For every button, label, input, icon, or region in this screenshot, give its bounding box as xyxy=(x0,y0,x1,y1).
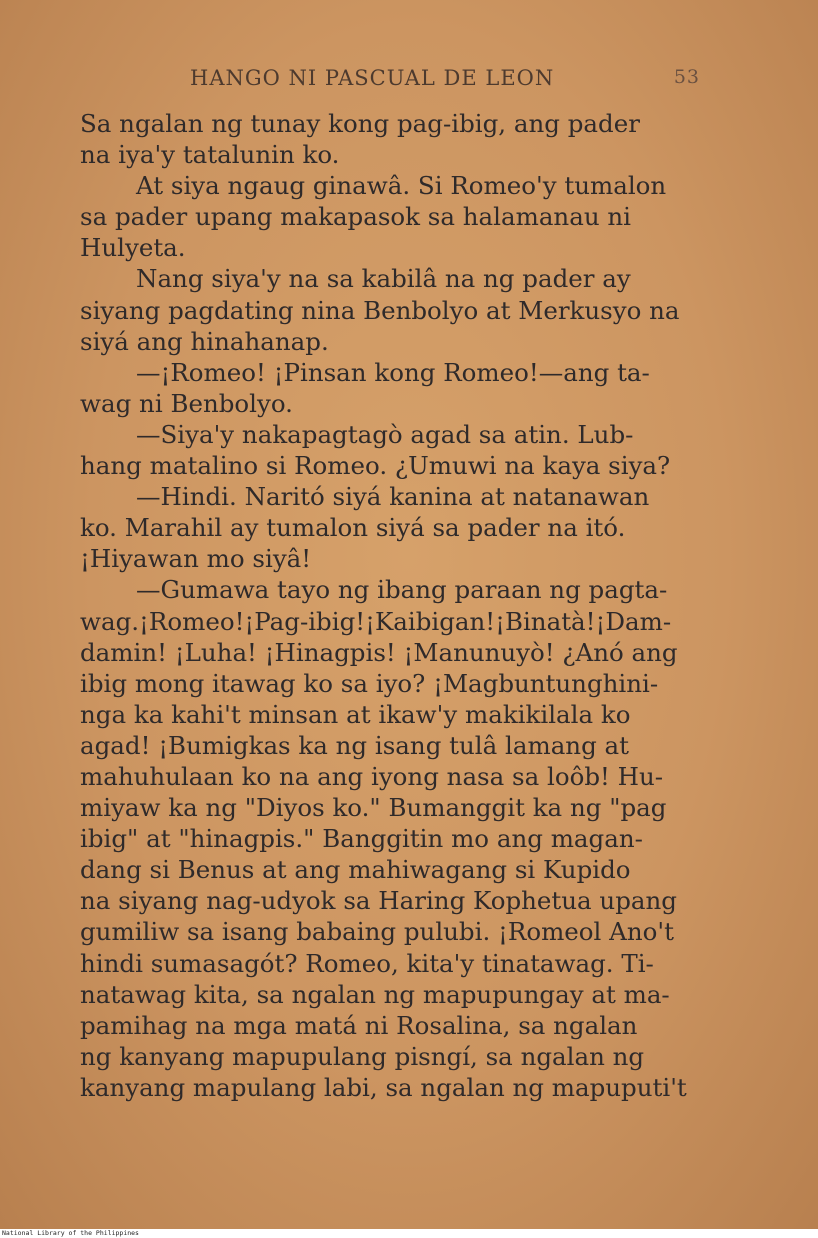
text-line: ¡Hiyawan mo siyâ! xyxy=(80,544,312,574)
running-head: HANGO NI PASCUAL DE LEON xyxy=(190,66,555,90)
text-line: kanyang mapulang labi, sa ngalan ng mapuputi't xyxy=(80,1072,687,1102)
text-line: ko. Marahil ay tumalon siyá sa pader na itó. xyxy=(80,513,626,543)
text-line: sa pader upang makapasok sa halamanau ni xyxy=(80,202,631,232)
text-line: na iya'y tatalunin ko. xyxy=(80,140,340,170)
text-line: hang matalino si Romeo. ¿Umuwi na kaya siya? xyxy=(80,451,671,481)
text-line: —¡Romeo! ¡Pinsan kong Romeo!—ang ta- xyxy=(136,357,650,387)
page-number: 53 xyxy=(673,66,700,88)
page-header xyxy=(190,66,700,96)
text-line: gumiliw sa isang babaing pulubi. ¡Romeol Ano't xyxy=(80,917,674,947)
text-line: At siya ngaug ginawâ. Si Romeo'y tumalon xyxy=(136,171,667,201)
text-line: natawag kita, sa ngalan ng mapupungay at ma- xyxy=(80,979,670,1009)
library-credit: National Library of the Philippines xyxy=(2,1229,139,1237)
text-line: pamihag na mga matá ni Rosalina, sa ngalan xyxy=(80,1010,638,1040)
body-text xyxy=(80,108,700,1103)
text-line: ng kanyang mapupulang pisngí, sa ngalan ng xyxy=(80,1041,645,1071)
text-line: Sa ngalan ng tunay kong pag-ibig, ang pader xyxy=(80,109,640,138)
text-line: siyang pagdating nina Benbolyo at Merkusyo na xyxy=(80,295,680,325)
text-line: hindi sumasagót? Romeo, kita'y tinatawag. Ti- xyxy=(80,948,654,978)
text-line: Nang siya'y na sa kabilâ na ng pader ay xyxy=(136,264,631,294)
text-line: Hulyeta. xyxy=(80,233,186,263)
text-line: —Siya'y nakapagtagò agad sa atin. Lub- xyxy=(136,419,634,449)
text-line: —Hindi. Naritó siyá kanina at natanawan xyxy=(136,482,650,512)
text-line: wag ni Benbolyo. xyxy=(80,388,293,418)
text-line: agad! ¡Bumigkas ka ng isang tulâ lamang at xyxy=(80,730,630,760)
text-line: ibig mong itawag ko sa iyo? ¡Magbuntunghini- xyxy=(80,668,659,698)
text-line: damin! ¡Luha! ¡Hinagpis! ¡Manunuyò! ¿Anó ang xyxy=(80,637,678,667)
text-line: —Gumawa tayo ng ibang paraan ng pagta- xyxy=(136,575,668,605)
text-line: miyaw ka ng "Diyos ko." Bumanggit ka ng "pag xyxy=(80,793,667,823)
text-line: ibig" at "hinagpis." Banggitin mo ang magan- xyxy=(80,824,643,854)
text-line: na siyang nag-udyok sa Haring Kophetua upang xyxy=(80,886,677,916)
text-line: nga ka kahi't minsan at ikaw'y makikilala ko xyxy=(80,699,631,729)
text-line: siyá ang hinahanap. xyxy=(80,326,329,356)
text-line: mahuhulaan ko na ang iyong nasa sa loôb! Hu- xyxy=(80,761,664,791)
text-line: dang si Benus at ang mahiwagang si Kupido xyxy=(80,855,631,885)
text-line: wag.¡Romeo!¡Pag-ibig!¡Kaibigan!¡Binatà!¡Dam- xyxy=(80,606,672,636)
